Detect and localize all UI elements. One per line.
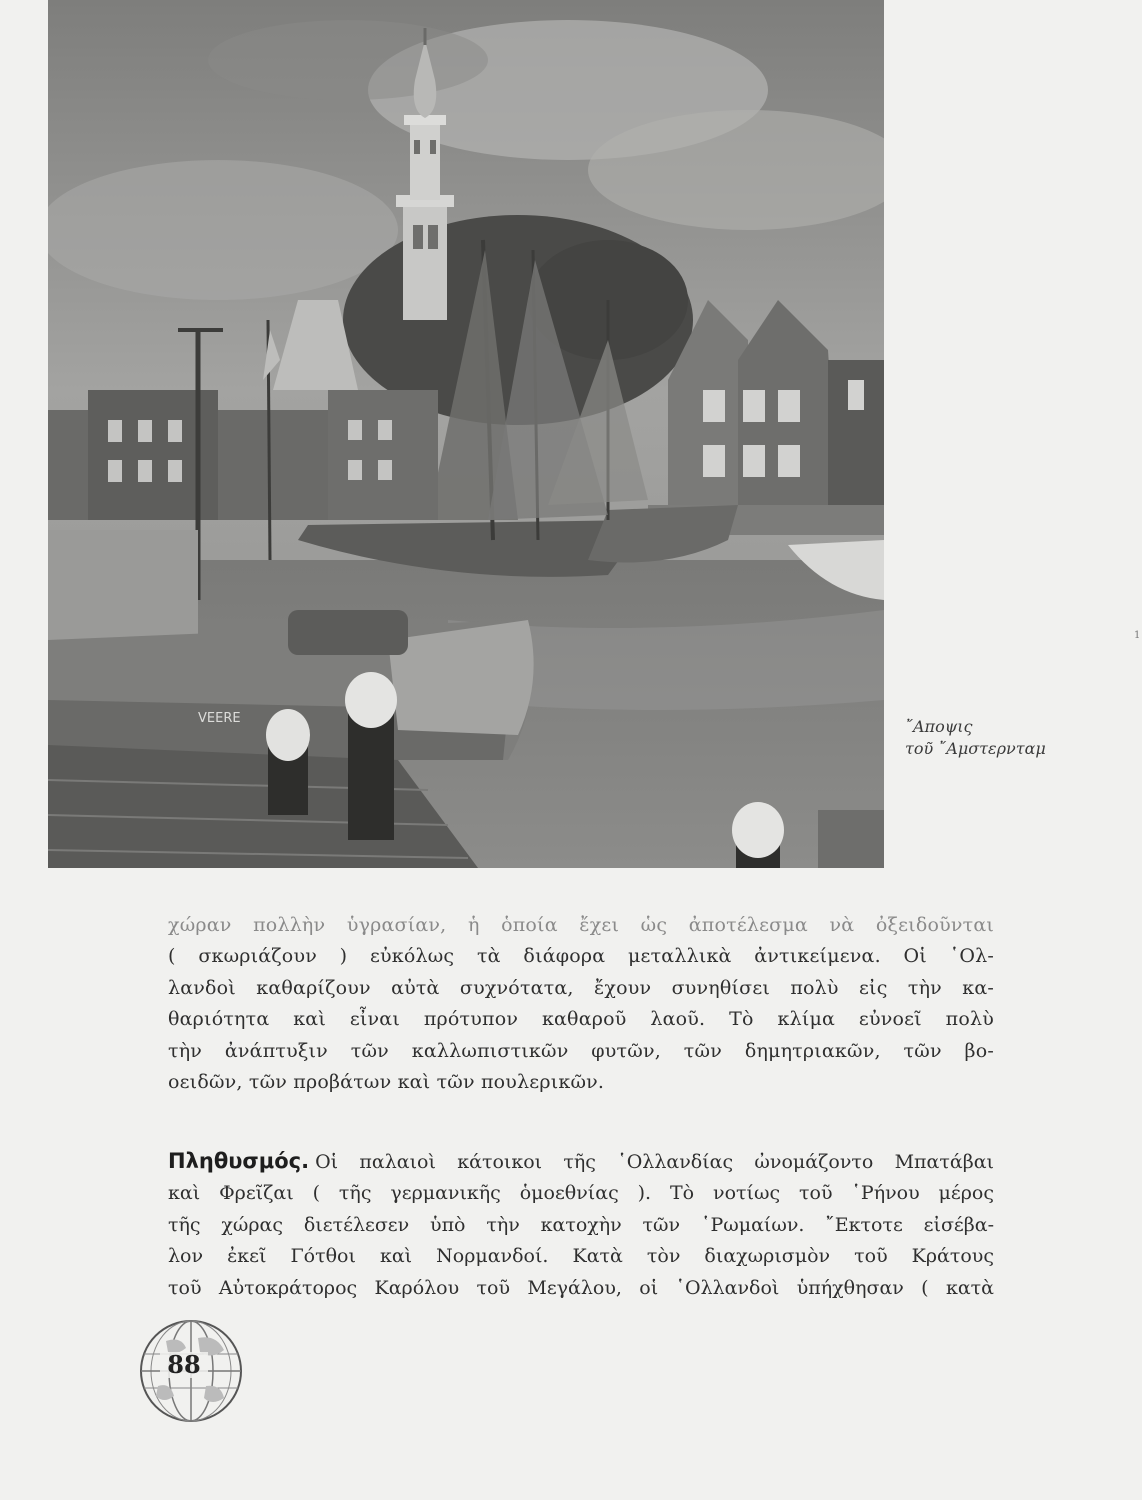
caption-line-1: ῎Αποψις xyxy=(905,717,973,736)
caption-line-2: τοῦ ῎Αμστερνταμ xyxy=(905,739,1046,758)
text-line: οειδῶν, τῶν προβάτων καὶ τῶν πουλερικῶν. xyxy=(168,1071,605,1094)
text-line: ( σκωριάζουν ) εὐκόλως τὰ διάφορα μεταλλικὰ ἀντικείμενα. Οἱ ῾Ολ- xyxy=(168,945,994,968)
text-line: θαριότητα καὶ εἶναι πρότυπον καθαροῦ λαοῦ. Τὸ κλίμα εὐνοεῖ πολὺ xyxy=(168,1008,994,1031)
text-line-rest: Οἱ παλαιοὶ κάτοικοι τῆς ῾Ολλανδίας ὠνομάζοντο Μπατάβαι xyxy=(315,1151,994,1173)
harbor-photograph xyxy=(48,0,884,868)
paragraph-population xyxy=(168,1146,994,1304)
photo-caption xyxy=(905,716,1125,760)
page-number: 88 xyxy=(160,1352,208,1378)
paragraph-climate xyxy=(168,910,994,1098)
margin-mark: 1 xyxy=(1134,630,1141,641)
boat-name-text: VEERE xyxy=(198,711,241,726)
section-heading: Πληθυσμός. xyxy=(168,1149,310,1173)
text-line: τὴν ἀνάπτυξιν τῶν καλλωπιστικῶν φυτῶν, τῶν δημητριακῶν, τῶν βο- xyxy=(168,1039,994,1062)
text-line-first xyxy=(168,1146,994,1178)
text-line: λανδοὶ καθαρίζουν αὐτὰ συχνότατα, ἔχουν συνηθίσει πολὺ εἰς τὴν κα- xyxy=(168,976,994,999)
text-line: χώραν πολλὴν ὑγρασίαν, ἡ ὁποία ἔχει ὡς ἀποτέλεσμα νὰ ὀξειδοῦνται xyxy=(168,914,994,936)
text-line: τοῦ Αὐτοκράτορος Καρόλου τοῦ Μεγάλου, οἱ ῾Ολλανδοὶ ὑπήχθησαν ( κατὰ xyxy=(168,1276,994,1299)
text-line: καὶ Φρεῖζαι ( τῆς γερμανικῆς ὁμοεθνίας ). Τὸ νοτίως τοῦ ῾Ρήνου μέρος xyxy=(168,1182,994,1205)
text-line: λον ἐκεῖ Γότθοι καὶ Νορμανδοί. Κατὰ τὸν διαχωρισμὸν τοῦ Κράτους xyxy=(168,1245,994,1268)
text-line: τῆς χώρας διετέλεσεν ὑπὸ τὴν κατοχὴν τῶν ῾Ρωμαίων. ῎Εκτοτε εἰσέβα- xyxy=(168,1213,994,1236)
